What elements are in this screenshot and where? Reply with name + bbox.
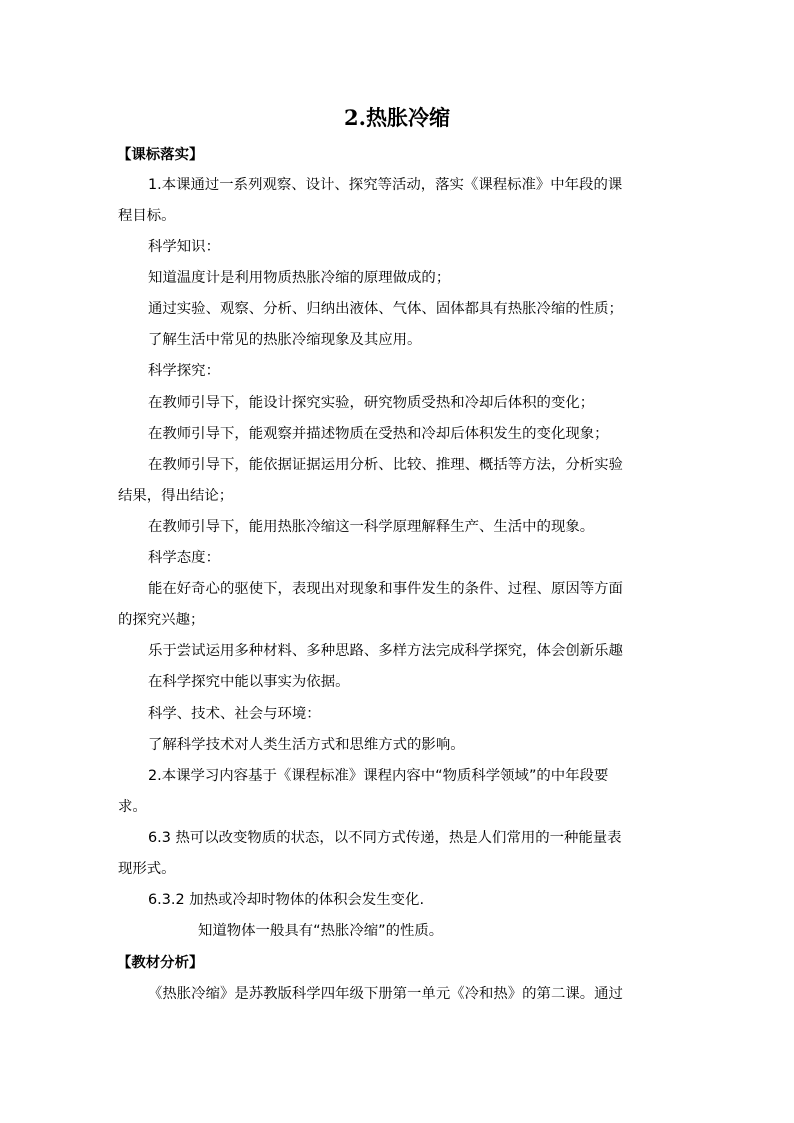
subheading-science-inquiry: 科学探究：	[148, 363, 220, 379]
section-heading-textbook-analysis: 【教材分析】	[117, 955, 204, 971]
paragraph-line: 程目标。	[118, 208, 176, 224]
paragraph-line: 在教师引导下，能观察并描述物质在受热和冷却后体积发生的变化现象；	[148, 426, 609, 442]
page-title: 2.热胀冷缩	[344, 105, 450, 130]
paragraph-line: 1.本课通过一系列观察、设计、探究等活动，落实《课程标准》中年段的课	[148, 177, 623, 193]
paragraph-line: 通过实验、观察、分析、归纳出液体、气体、固体都具有热胀冷缩的性质；	[148, 301, 623, 317]
paragraph-line: 乐于尝试运用多种材料、多种思路、多样方法完成科学探究，体会创新乐趣	[148, 643, 623, 659]
paragraph-line: 在科学探究中能以事实为依据。	[148, 674, 350, 690]
paragraph-line: 求。	[118, 799, 147, 815]
subheading-science-knowledge: 科学知识：	[148, 239, 220, 255]
paragraph-line: 了解生活中常见的热胀冷缩现象及其应用。	[148, 332, 422, 348]
paragraph-line: 结果，得出结论；	[118, 488, 234, 504]
paragraph-line: 现形式。	[118, 861, 176, 877]
paragraph-line: 在教师引导下，能设计探究实验，研究物质受热和冷却后体积的变化；	[148, 395, 595, 411]
paragraph-line: 知道物体一般具有“热胀冷缩”的性质。	[198, 923, 444, 939]
paragraph-line: 能在好奇心的驱使下，表现出对现象和事件发生的条件、过程、原因等方面	[148, 581, 623, 597]
subheading-sts: 科学、技术、社会与环境：	[148, 706, 321, 722]
paragraph-line: 在教师引导下，能用热胀冷缩这一科学原理解释生产、生活中的现象。	[148, 519, 595, 535]
subheading-science-attitude: 科学态度：	[148, 550, 220, 566]
paragraph-line: 6.3 热可以改变物质的状态，以不同方式传递，热是人们常用的一种能量表	[148, 830, 622, 846]
section-heading-curriculum: 【课标落实】	[117, 147, 204, 163]
paragraph-line: 6.3.2 加热或冷却时物体的体积会发生变化.	[148, 892, 425, 908]
paragraph-line: 了解科学技术对人类生活方式和思维方式的影响。	[148, 737, 465, 753]
paragraph-line: 在教师引导下，能依据证据运用分析、比较、推理、概括等方法，分析实验	[148, 457, 623, 473]
paragraph-line: 《热胀冷缩》是苏教版科学四年级下册第一单元《冷和热》的第二课。通过	[148, 986, 623, 1002]
paragraph-line: 2.本课学习内容基于《课程标准》课程内容中“物质科学领域”的中年段要	[148, 768, 609, 784]
paragraph-line: 的探究兴趣；	[118, 612, 205, 628]
paragraph-line: 知道温度计是利用物质热胀冷缩的原理做成的；	[148, 270, 451, 286]
